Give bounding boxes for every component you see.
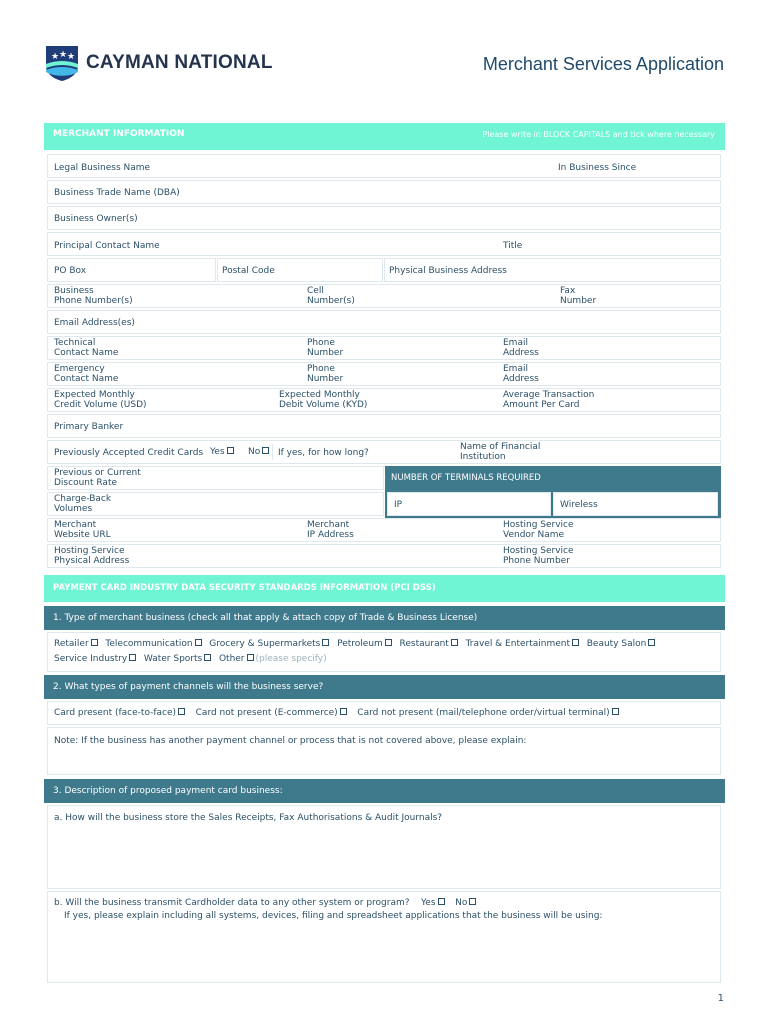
- q3b-question: b. Will the business transmit Cardholder data to any other system or program?: [54, 898, 410, 908]
- q1-options: [47, 632, 721, 672]
- cell-label-1: Cell: [307, 286, 324, 296]
- page-title: Merchant Services Application: [482, 54, 724, 74]
- travel-checkbox[interactable]: [572, 639, 579, 646]
- ecommerce-option[interactable]: [196, 708, 349, 718]
- fin-institution-label-2: Institution: [460, 452, 506, 462]
- postal-code-label: Postal Code: [222, 266, 275, 276]
- tech-email-label-2: Address: [503, 348, 539, 358]
- hosting-vendor-label-2: Vendor Name: [503, 530, 565, 540]
- ip-address-label-1: Merchant: [307, 520, 350, 530]
- q1-header: [44, 606, 725, 630]
- principal-contact-label: Principal Contact Name: [54, 241, 160, 251]
- chargeback-field[interactable]: [47, 492, 384, 516]
- email-addresses-field[interactable]: [47, 310, 721, 334]
- cell-label-2: Number(s): [307, 296, 355, 306]
- emergency-phone-label-1: Phone: [307, 364, 335, 374]
- wireless-label: Wireless: [560, 500, 598, 510]
- website-label-1: Merchant: [54, 520, 97, 530]
- q3b-no-label: No: [455, 898, 468, 908]
- how-long-label: If yes, for how long?: [278, 448, 369, 458]
- brand-logo: [44, 44, 273, 82]
- prev-accepted-label: Previously Accepted Credit Cards: [54, 448, 204, 458]
- card-present-label: Card present (face-to-face): [54, 708, 177, 718]
- grocery-label: Grocery & Supermarkets: [209, 639, 321, 649]
- hosting-row[interactable]: [47, 544, 721, 568]
- ecommerce-checkbox[interactable]: [340, 708, 347, 715]
- emergency-phone-label-2: Number: [307, 374, 344, 384]
- hosting-phone-label-2: Phone Number: [503, 556, 570, 566]
- credit-volume-label-2: Credit Volume (USD): [54, 400, 147, 410]
- in-business-since-label: In Business Since: [558, 163, 637, 173]
- q3a-answer-field[interactable]: [47, 805, 721, 889]
- business-phone-label-2: Phone Number(s): [54, 296, 133, 306]
- emergency-email-label-2: Address: [503, 374, 539, 384]
- tech-email-label-1: Email: [503, 338, 528, 348]
- merchant-section-title: MERCHANT INFORMATION: [53, 129, 185, 139]
- block-capitals-note: Please write in BLOCK CAPITALS and tick where necessary: [482, 130, 715, 139]
- physical-address-field[interactable]: [384, 258, 721, 282]
- q3-header: [44, 779, 725, 803]
- water-sports-option[interactable]: [144, 654, 213, 664]
- emergency-email-label-1: Email: [503, 364, 528, 374]
- telecommunication-label: Telecommunication: [105, 639, 193, 649]
- fax-label-2: Number: [560, 296, 597, 306]
- other-label: Other: [218, 654, 245, 664]
- card-present-option[interactable]: [54, 708, 187, 718]
- svg-text:★: ★: [67, 52, 76, 62]
- ecommerce-label: Card not present (E-commerce): [195, 708, 338, 718]
- moto-option[interactable]: [357, 708, 620, 718]
- moto-label: Card not present (mail/telephone order/virtual terminal): [357, 708, 610, 718]
- business-phone-label-1: Business: [54, 286, 94, 296]
- q2-note: Note: If the business has another payment channel or process that is not covered above, please explain:: [54, 736, 527, 746]
- pci-section-title: PAYMENT CARD INDUSTRY DATA SECURITY STANDARDS INFORMATION (PCI DSS): [53, 583, 436, 593]
- yes-checkbox[interactable]: [227, 447, 234, 454]
- debit-volume-label-2: Debit Volume (KYD): [279, 400, 368, 410]
- telecommunication-option[interactable]: [105, 639, 203, 649]
- debit-volume-label-1: Expected Monthly: [279, 390, 360, 400]
- svg-text:★: ★: [51, 52, 60, 62]
- trade-name-label: Business Trade Name (DBA): [54, 188, 180, 198]
- chargeback-label-1: Charge-Back: [54, 494, 112, 504]
- ip-address-label-2: IP Address: [307, 530, 354, 540]
- q3b-yes-checkbox[interactable]: [438, 898, 445, 905]
- legal-name-field[interactable]: [47, 154, 721, 178]
- retailer-label: Retailer: [54, 639, 89, 649]
- discount-label-1: Previous or Current: [54, 468, 141, 478]
- avg-transaction-label-2: Amount Per Card: [503, 400, 580, 410]
- q2-other-explain-field[interactable]: [47, 727, 721, 775]
- q3b-yes-label: Yes: [420, 898, 436, 908]
- tech-phone-label-2: Number: [307, 348, 344, 358]
- terminals-header: [385, 466, 721, 490]
- pci-section-header: [44, 575, 725, 602]
- moto-checkbox[interactable]: [612, 708, 619, 715]
- other-option[interactable]: [219, 654, 256, 664]
- prev-accepted-yes[interactable]: [210, 447, 236, 457]
- brand-name: CAYMAN NATIONAL: [86, 52, 273, 73]
- q3b-question-row: [54, 898, 478, 908]
- credit-volume-label-1: Expected Monthly: [54, 390, 135, 400]
- chargeback-label-2: Volumes: [54, 504, 93, 514]
- terminals-title: NUMBER OF TERMINALS REQUIRED: [391, 473, 541, 483]
- q3b-no[interactable]: [455, 898, 478, 908]
- technical-contact-row[interactable]: [47, 336, 721, 360]
- hosting-address-label-2: Physical Address: [54, 556, 130, 566]
- q3b-explain: If yes, please explain including all systems, devices, filing and spreadsheet applications that the business will be using:: [64, 911, 603, 921]
- prev-accepted-no[interactable]: [248, 447, 271, 457]
- contact-title-label: Title: [503, 241, 523, 251]
- website-label-2: Website URL: [54, 530, 111, 540]
- ip-label: IP: [394, 500, 403, 510]
- grocery-option[interactable]: [209, 639, 331, 649]
- q3b-yes[interactable]: [421, 898, 447, 908]
- tech-contact-label-2: Contact Name: [54, 348, 119, 358]
- phone-numbers-row[interactable]: [47, 284, 721, 308]
- beauty-salon-checkbox[interactable]: [648, 639, 655, 646]
- volumes-row[interactable]: [47, 388, 721, 412]
- tech-contact-label-1: Technical: [54, 338, 96, 348]
- fax-label-1: Fax: [560, 286, 576, 296]
- principal-contact-field[interactable]: [47, 232, 721, 256]
- merchant-section-header: [44, 123, 725, 150]
- no-checkbox[interactable]: [262, 447, 269, 454]
- hosting-phone-label-1: Hosting Service: [503, 546, 574, 556]
- retailer-checkbox[interactable]: [91, 639, 98, 646]
- previously-accepted-row: [47, 440, 721, 464]
- legal-name-label: Legal Business Name: [54, 163, 151, 173]
- emergency-contact-label-2: Contact Name: [54, 374, 119, 384]
- tech-phone-label-1: Phone: [307, 338, 335, 348]
- hosting-address-label-1: Hosting Service: [54, 546, 125, 556]
- discount-rate-field[interactable]: [47, 466, 384, 490]
- q2-options: [47, 701, 721, 725]
- avg-transaction-label-1: Average Transaction: [503, 390, 595, 400]
- water-sports-checkbox[interactable]: [204, 654, 211, 661]
- travel-option[interactable]: [466, 639, 581, 649]
- q2-header: [44, 675, 725, 699]
- primary-banker-field[interactable]: [47, 414, 721, 438]
- beauty-salon-option[interactable]: [587, 639, 658, 649]
- q3b-answer-field[interactable]: [47, 891, 721, 983]
- telecommunication-checkbox[interactable]: [195, 639, 202, 646]
- service-industry-label: Service Industry: [54, 654, 128, 664]
- physical-address-label: Physical Business Address: [389, 266, 507, 276]
- discount-label-2: Discount Rate: [54, 478, 118, 488]
- beauty-salon-label: Beauty Salon: [586, 639, 647, 649]
- terminals-frame: [385, 490, 721, 518]
- restaurant-option[interactable]: [400, 639, 460, 649]
- po-box-label: PO Box: [54, 266, 87, 276]
- petroleum-option[interactable]: [337, 639, 394, 649]
- q2-title: 2. What types of payment channels will the business serve?: [53, 682, 324, 692]
- service-industry-checkbox[interactable]: [129, 654, 136, 661]
- postal-code-field[interactable]: [217, 258, 383, 282]
- card-present-checkbox[interactable]: [178, 708, 185, 715]
- website-row[interactable]: [47, 518, 721, 542]
- service-industry-option[interactable]: [54, 654, 138, 664]
- divider: [272, 444, 273, 460]
- page-number: 1: [717, 993, 724, 1004]
- petroleum-checkbox[interactable]: [385, 639, 392, 646]
- other-specify-hint: (please specify): [255, 654, 327, 664]
- travel-label: Travel & Entertainment: [465, 639, 570, 649]
- no-label: No: [248, 447, 261, 457]
- shield-stars-icon: [44, 44, 80, 82]
- owners-label: Business Owner(s): [54, 214, 138, 224]
- fin-institution-label-1: Name of Financial: [460, 442, 541, 452]
- restaurant-checkbox[interactable]: [451, 639, 458, 646]
- grocery-checkbox[interactable]: [322, 639, 329, 646]
- q3a-question: a. How will the business store the Sales Receipts, Fax Authorisations & Audit Journals?: [54, 813, 443, 823]
- q3b-no-checkbox[interactable]: [469, 898, 476, 905]
- yes-label: Yes: [210, 447, 225, 457]
- business-owners-field[interactable]: [47, 206, 721, 230]
- retailer-option[interactable]: [54, 639, 100, 649]
- other-checkbox[interactable]: [247, 654, 254, 661]
- email-label: Email Address(es): [54, 318, 135, 328]
- emergency-contact-label-1: Emergency: [54, 364, 105, 374]
- hosting-vendor-label-1: Hosting Service: [503, 520, 574, 530]
- ip-terminals-field[interactable]: [387, 492, 551, 516]
- petroleum-label: Petroleum: [337, 639, 383, 649]
- primary-banker-label: Primary Banker: [54, 422, 124, 432]
- water-sports-label: Water Sports: [143, 654, 203, 664]
- po-box-field[interactable]: [47, 258, 216, 282]
- restaurant-label: Restaurant: [399, 639, 449, 649]
- svg-text:★: ★: [59, 50, 68, 60]
- wireless-terminals-field[interactable]: [553, 492, 718, 516]
- q1-title: 1. Type of merchant business (check all that apply & attach copy of Trade & Business License): [53, 613, 478, 623]
- q3-title: 3. Description of proposed payment card business:: [53, 786, 283, 796]
- trade-name-field[interactable]: [47, 180, 721, 204]
- emergency-contact-row[interactable]: [47, 362, 721, 386]
